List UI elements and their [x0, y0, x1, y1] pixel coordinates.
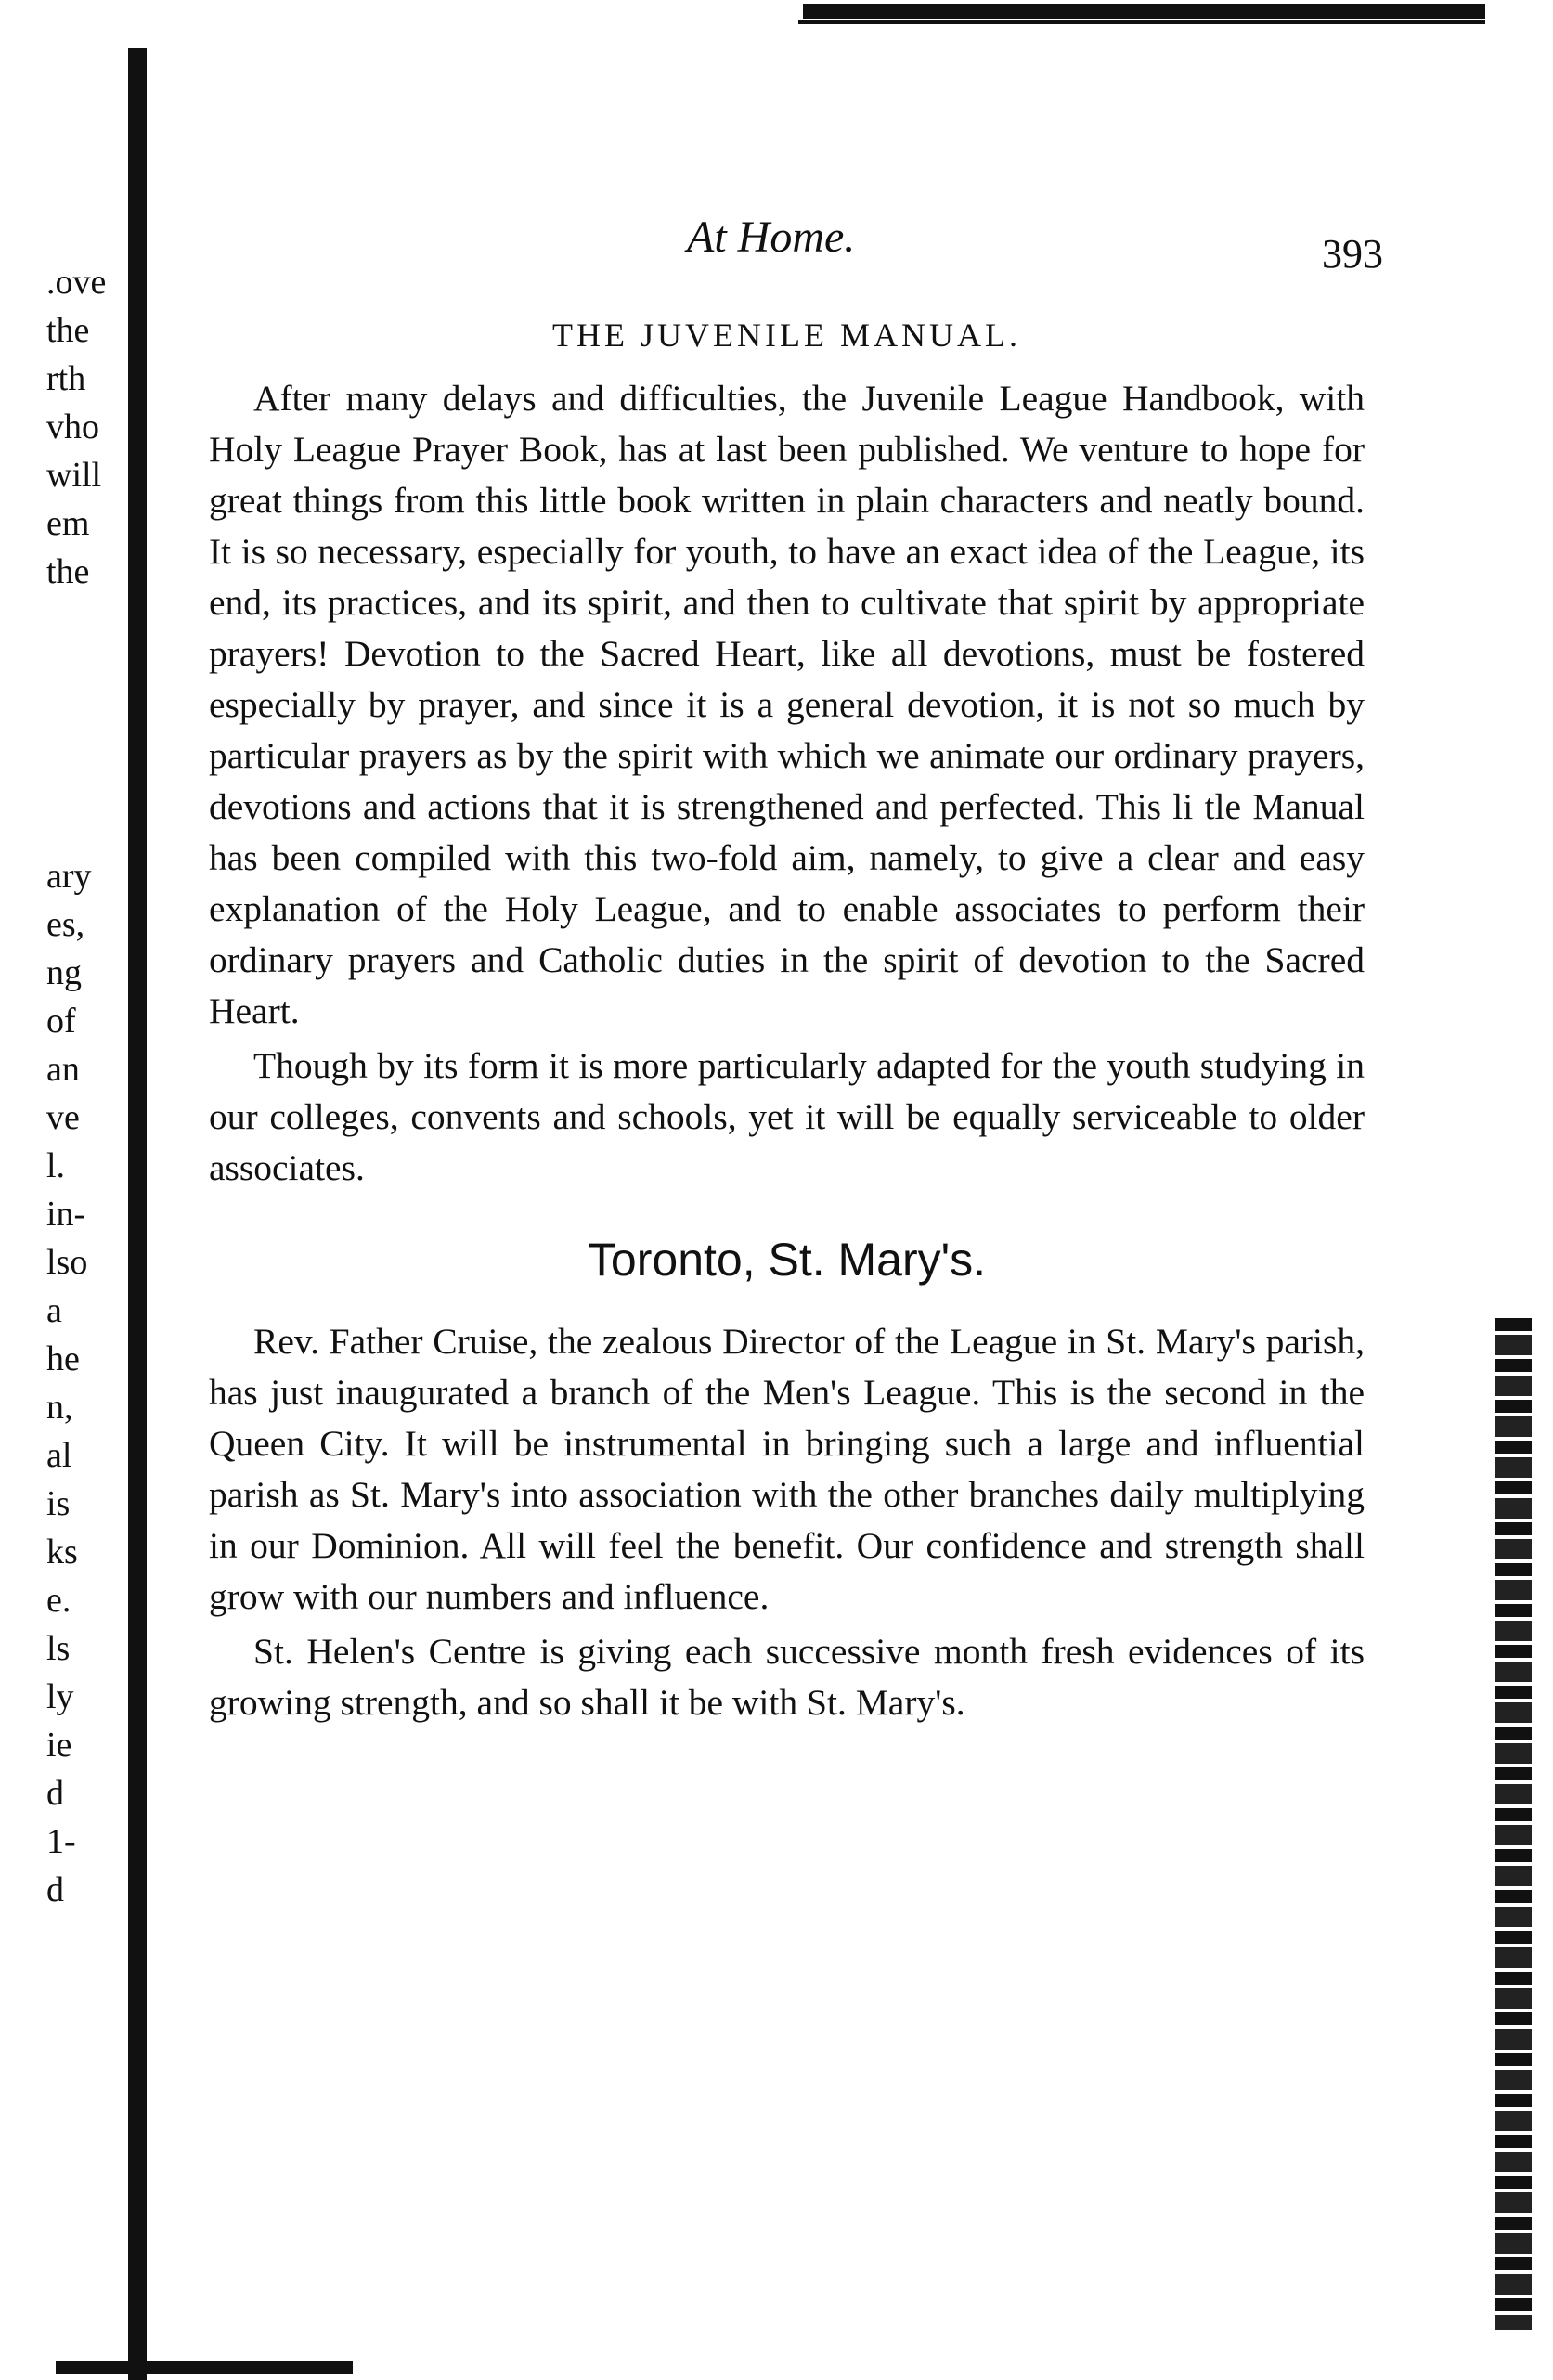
page-number: 393 — [1322, 231, 1383, 277]
binding-shadow — [128, 48, 147, 2380]
fragment: ls — [46, 1629, 71, 1668]
fragment: the — [46, 552, 90, 591]
fragment: lso — [46, 1243, 88, 1282]
fragment: ks — [46, 1533, 78, 1572]
paragraph: Rev. Father Cruise, the zealous Director of the League in St. Mary's parish, has just inaugurated a branch of the Men's League. This is the second in the Queen City. It will be instrumental in bringing such a large and influential parish as St. Mary's into association with the other branches daily multiplying in our Dominion. All will feel the benefit. Our confidence and strength shall grow with our numbers and influence. — [209, 1321, 1365, 1617]
fragment: he — [46, 1339, 80, 1378]
fragment: the — [46, 311, 90, 350]
fragment: in- — [46, 1195, 86, 1234]
page-header — [223, 212, 1383, 286]
fragment: ly — [46, 1677, 74, 1716]
paragraph: After many delays and difficulties, the Juvenile League Handbook, with Holy League Prayer Book, has at last been published. We venture to hope for great things from this little book written in plain characters and neatly bound. It is so necessary, especially for youth, to have an exact idea of the League, its end, its practices, and its spirit, and then to cultivate that spirit by appropriate prayers! Devotion to the Sacred Heart, like all devotions, must be fostered especially by prayer, and since it is a general devotion, it is not so much by particular prayers as by the spirit with which we animate our ordinary prayers, devotions and actions that it is strengthened and perfected. This li tle Manual has been compiled with this two-fold aim, namely, to give a clear and easy explanation of the Holy League, and to enable associates to perform their ordinary prayers and Catholic duties in the spirit of devotion to the Sacred Heart. — [209, 378, 1365, 1031]
section-title-juvenile-manual: THE JUVENILE MANUAL. — [552, 317, 1021, 354]
running-head: At Home. — [687, 213, 856, 262]
fragment: will — [46, 456, 102, 495]
fragment: ie — [46, 1726, 72, 1765]
fragment: ve — [46, 1098, 80, 1137]
fragment: al — [46, 1436, 72, 1475]
fragment: vho — [46, 407, 99, 446]
fragment: e. — [46, 1581, 71, 1620]
fragment: ary — [46, 857, 92, 896]
fragment: ng — [46, 953, 82, 992]
fragment: d — [46, 1870, 64, 1909]
fragment: es, — [46, 905, 85, 944]
fragment: l. — [46, 1146, 66, 1185]
fragment: n, — [46, 1388, 73, 1427]
bottom-scan-rule — [56, 2361, 353, 2374]
fragment: of — [46, 1002, 76, 1041]
fragment: rth — [46, 359, 86, 398]
fragment: .ove — [46, 263, 107, 302]
right-page-edge — [1495, 1318, 1532, 2330]
fragment: a — [46, 1291, 62, 1330]
fragment: an — [46, 1050, 80, 1089]
top-scan-rule-thin — [798, 20, 1485, 24]
page-body — [209, 316, 1365, 1728]
paragraph: St. Helen's Centre is giving each successive month fresh evidences of its growing strength, and so shall it be with St. Mary's. — [209, 1631, 1365, 1723]
fragment: d — [46, 1774, 64, 1813]
fragment: 1- — [46, 1822, 76, 1861]
paragraph: Though by its form it is more particularly adapted for the youth studying in our colleges, convents and schools, yet it will be equally serviceable to older associates. — [209, 1045, 1365, 1188]
fragment: em — [46, 504, 90, 543]
section-title-toronto: Toronto, St. Mary's. — [587, 1234, 987, 1286]
fragment: is — [46, 1484, 71, 1523]
top-scan-rule — [803, 4, 1485, 19]
